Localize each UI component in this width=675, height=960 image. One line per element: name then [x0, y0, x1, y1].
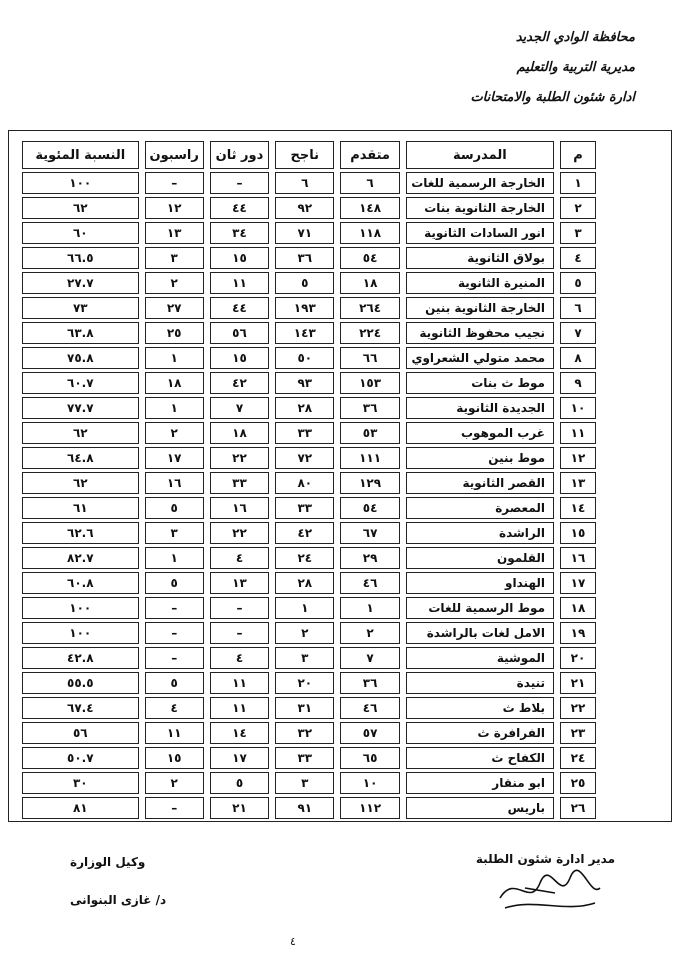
table-cell: ٥ — [145, 572, 204, 594]
table-row — [22, 172, 596, 194]
table-row — [22, 647, 596, 669]
table-cell: ١٥ — [145, 747, 204, 769]
school-name-cell: الخارجة الرسمية للغات — [406, 172, 554, 194]
table-row — [22, 697, 596, 719]
table-cell: ٧٥.٨ — [22, 347, 139, 369]
table-cell: ٣٦ — [340, 397, 399, 419]
table-cell: ٣٣ — [275, 497, 334, 519]
table-header-row — [22, 141, 596, 169]
school-name-cell: موط بنين — [406, 447, 554, 469]
table-cell: ٢٢٤ — [340, 322, 399, 344]
table-row — [22, 372, 596, 394]
table-cell: ٦٤.٨ — [22, 447, 139, 469]
school-name-cell: باريس — [406, 797, 554, 819]
table-cell: ٥ — [210, 772, 269, 794]
table-cell: ٩٢ — [275, 197, 334, 219]
table-cell: ١٢ — [560, 447, 596, 469]
table-row — [22, 472, 596, 494]
table-cell: ١ — [145, 347, 204, 369]
table-cell: – — [145, 622, 204, 644]
table-row — [22, 597, 596, 619]
school-name-cell: الفرافرة ث — [406, 722, 554, 744]
table-cell: ٦٥ — [340, 747, 399, 769]
table-cell: ١٤ — [210, 722, 269, 744]
table-cell: ٣٤ — [210, 222, 269, 244]
table-cell: ٢١ — [210, 797, 269, 819]
page-number: ٤ — [290, 935, 296, 948]
table-cell: ٢٢ — [210, 522, 269, 544]
table-row — [22, 272, 596, 294]
table-row — [22, 422, 596, 444]
school-name-cell: الكفاح ث — [406, 747, 554, 769]
table-cell: ١٨ — [560, 597, 596, 619]
table-cell: ٩٣ — [275, 372, 334, 394]
undersecretary-title: وكيل الوزارة — [70, 855, 146, 869]
table-body — [22, 172, 596, 819]
table-cell: ٦٧ — [340, 522, 399, 544]
table-cell: ١٣ — [145, 222, 204, 244]
column-header: المدرسة — [406, 141, 554, 169]
table-cell: ٧٣ — [22, 297, 139, 319]
results-table — [16, 138, 602, 822]
table-cell: ٣٦ — [340, 672, 399, 694]
table-cell: ١٢ — [145, 197, 204, 219]
table-cell: ٢٨ — [275, 397, 334, 419]
table-cell: ٦٧.٤ — [22, 697, 139, 719]
table-cell: ١٥ — [210, 247, 269, 269]
table-cell: ١٨ — [145, 372, 204, 394]
table-cell: ١٤٨ — [340, 197, 399, 219]
handwritten-signature — [495, 868, 605, 918]
table-cell: ٦٢.٦ — [22, 522, 139, 544]
school-name-cell: المنيرة الثانوية — [406, 272, 554, 294]
table-cell: ١٧ — [145, 447, 204, 469]
table-cell: ٣٦ — [275, 247, 334, 269]
table-cell: ٩١ — [275, 797, 334, 819]
table-cell: ٣ — [145, 247, 204, 269]
table-cell: ٦٠.٨ — [22, 572, 139, 594]
table-cell: ٨٢.٧ — [22, 547, 139, 569]
undersecretary-name: د/ غازى البنوانى — [70, 893, 167, 907]
table-cell: ١٦ — [210, 497, 269, 519]
school-name-cell: الخارجة الثانوية بنين — [406, 297, 554, 319]
table-cell: ٣٣ — [275, 422, 334, 444]
table-cell: ٢٦ — [560, 797, 596, 819]
school-name-cell: انور السادات الثانوية — [406, 222, 554, 244]
table-row — [22, 622, 596, 644]
table-cell: ٥ — [145, 497, 204, 519]
table-cell: ٦٣.٨ — [22, 322, 139, 344]
table-cell: ٢٧ — [145, 297, 204, 319]
table-cell: ٧١ — [275, 222, 334, 244]
table-cell: ١ — [340, 597, 399, 619]
table-cell: ١١٨ — [340, 222, 399, 244]
table-cell: ٣ — [145, 522, 204, 544]
column-header: متقدم — [340, 141, 399, 169]
table-cell: ٧٢ — [275, 447, 334, 469]
table-cell: ٥٤ — [340, 247, 399, 269]
table-cell: ٢٧.٧ — [22, 272, 139, 294]
governorate-title: محافظة الوادي الجديد — [515, 30, 635, 45]
school-name-cell: المعصرة — [406, 497, 554, 519]
column-header: النسبة المئوية — [22, 141, 139, 169]
table-cell: – — [210, 172, 269, 194]
table-cell: ١٥ — [560, 522, 596, 544]
table-cell: ٢١ — [560, 672, 596, 694]
table-cell: ٣ — [275, 647, 334, 669]
table-cell: ٦٠ — [22, 222, 139, 244]
table-cell: ١٥٣ — [340, 372, 399, 394]
table-cell: ٦٢ — [22, 422, 139, 444]
table-cell: ٢٣ — [560, 722, 596, 744]
column-header: راسبون — [145, 141, 204, 169]
table-cell: ٦٦.٥ — [22, 247, 139, 269]
table-cell: ١١٢ — [340, 797, 399, 819]
school-name-cell: الموشية — [406, 647, 554, 669]
student-affairs-manager-title: مدير ادارة شئون الطلبة — [475, 852, 615, 866]
table-cell: ٢٤ — [560, 747, 596, 769]
table-cell: ٣٢ — [275, 722, 334, 744]
table-cell: ١١ — [560, 422, 596, 444]
table-cell: ٢٢ — [560, 697, 596, 719]
table-cell: ١٠ — [340, 772, 399, 794]
directorate-title: مديرية التربية والتعليم — [516, 60, 635, 75]
table-cell: ٢ — [145, 772, 204, 794]
table-cell: ٢٢ — [210, 447, 269, 469]
table-cell: ٥٠ — [275, 347, 334, 369]
table-cell: ٨٠ — [275, 472, 334, 494]
table-cell: ٤٤ — [210, 197, 269, 219]
table-cell: ٤٢.٨ — [22, 647, 139, 669]
table-cell: ٣ — [560, 222, 596, 244]
table-cell: ٧ — [210, 397, 269, 419]
table-row — [22, 797, 596, 819]
table-cell: ٦٦ — [340, 347, 399, 369]
table-cell: ٦٠.٧ — [22, 372, 139, 394]
table-row — [22, 397, 596, 419]
table-cell: ٤٦ — [340, 572, 399, 594]
school-name-cell: بولاق الثانوية — [406, 247, 554, 269]
table-cell: ٥ — [560, 272, 596, 294]
table-cell: ٥٧ — [340, 722, 399, 744]
table-row — [22, 322, 596, 344]
table-cell: ٢ — [560, 197, 596, 219]
table-cell: ١٩ — [560, 622, 596, 644]
table-cell: ١ — [560, 172, 596, 194]
table-cell: ١٨ — [340, 272, 399, 294]
table-cell: ١٠ — [560, 397, 596, 419]
table-cell: ٦٢ — [22, 472, 139, 494]
table-cell: ٦ — [340, 172, 399, 194]
department-title: ادارة شئون الطلبة والامتحانات — [470, 90, 635, 105]
table-cell: ٢٥ — [560, 772, 596, 794]
table-cell: ٥٣ — [340, 422, 399, 444]
table-cell: ٦٢ — [22, 197, 139, 219]
table-cell: ٤ — [560, 247, 596, 269]
table-cell: – — [145, 647, 204, 669]
table-cell: ١١ — [210, 697, 269, 719]
table-cell: ٣٣ — [275, 747, 334, 769]
table-cell: ١٤ — [560, 497, 596, 519]
table-cell: ٥٠.٧ — [22, 747, 139, 769]
table-row — [22, 347, 596, 369]
table-cell: ١٦ — [560, 547, 596, 569]
table-cell: ١٤٣ — [275, 322, 334, 344]
table-cell: ٨ — [560, 347, 596, 369]
table-cell: ٣٠ — [22, 772, 139, 794]
table-cell: ١٠٠ — [22, 622, 139, 644]
table-cell: ١٣ — [560, 472, 596, 494]
school-name-cell: الهنداو — [406, 572, 554, 594]
table-cell: – — [210, 622, 269, 644]
column-header: ناجح — [275, 141, 334, 169]
column-header: م — [560, 141, 596, 169]
table-row — [22, 522, 596, 544]
school-name-cell: موط الرسمية للغات — [406, 597, 554, 619]
table-cell: ٣ — [275, 772, 334, 794]
table-cell: ٢٤ — [275, 547, 334, 569]
table-cell: ٢٥ — [145, 322, 204, 344]
table-cell: ١٩٣ — [275, 297, 334, 319]
table-cell: ٢ — [145, 422, 204, 444]
table-cell: ٥ — [275, 272, 334, 294]
table-cell: ١ — [145, 397, 204, 419]
table-cell: ٦ — [560, 297, 596, 319]
table-row — [22, 197, 596, 219]
table-cell: ٥٥.٥ — [22, 672, 139, 694]
table-row — [22, 497, 596, 519]
table-row — [22, 547, 596, 569]
table-cell: ١١ — [210, 272, 269, 294]
school-name-cell: تنيدة — [406, 672, 554, 694]
table-cell: ٢٨ — [275, 572, 334, 594]
table-row — [22, 572, 596, 594]
table-cell: ٤٦ — [340, 697, 399, 719]
table-cell: ٥ — [145, 672, 204, 694]
table-cell: ١٢٩ — [340, 472, 399, 494]
table-cell: ٢ — [275, 622, 334, 644]
table-cell: ١١١ — [340, 447, 399, 469]
table-row — [22, 297, 596, 319]
school-name-cell: الامل لغات بالراشدة — [406, 622, 554, 644]
table-cell: ٨١ — [22, 797, 139, 819]
table-cell: ٢٩ — [340, 547, 399, 569]
school-name-cell: غرب الموهوب — [406, 422, 554, 444]
table-cell: – — [210, 597, 269, 619]
column-header: دور ثان — [210, 141, 269, 169]
school-name-cell: القلمون — [406, 547, 554, 569]
school-name-cell: الجديدة الثانوية — [406, 397, 554, 419]
table-cell: ٤ — [145, 697, 204, 719]
table-cell: ٢٠ — [275, 672, 334, 694]
table-cell: ٧ — [340, 647, 399, 669]
table-row — [22, 447, 596, 469]
table-cell: ٧٧.٧ — [22, 397, 139, 419]
table-row — [22, 772, 596, 794]
table-cell: – — [145, 797, 204, 819]
school-name-cell: موط ث بنات — [406, 372, 554, 394]
school-name-cell: الراشدة — [406, 522, 554, 544]
table-cell: ١٦ — [145, 472, 204, 494]
table-cell: ١١ — [210, 672, 269, 694]
school-name-cell: بلاط ث — [406, 697, 554, 719]
table-cell: ٧ — [560, 322, 596, 344]
table-cell: ١ — [275, 597, 334, 619]
table-cell: ٥٦ — [210, 322, 269, 344]
table-cell: ٦ — [275, 172, 334, 194]
table-cell: ٣٣ — [210, 472, 269, 494]
table-cell: ٤٢ — [275, 522, 334, 544]
table-cell: ٤ — [210, 647, 269, 669]
table-cell: ٤٢ — [210, 372, 269, 394]
table-cell: ١١ — [145, 722, 204, 744]
table-row — [22, 747, 596, 769]
school-name-cell: ابو منقار — [406, 772, 554, 794]
table-row — [22, 722, 596, 744]
table-cell: ١٠٠ — [22, 172, 139, 194]
table-row — [22, 672, 596, 694]
table-cell: ١٥ — [210, 347, 269, 369]
table-cell: ٢ — [145, 272, 204, 294]
table-cell: ١ — [145, 547, 204, 569]
table-cell: – — [145, 172, 204, 194]
table-cell: ١٨ — [210, 422, 269, 444]
table-row — [22, 247, 596, 269]
table-cell: ١٧ — [560, 572, 596, 594]
table-cell: ٢٠ — [560, 647, 596, 669]
table-cell: ٥٦ — [22, 722, 139, 744]
table-cell: – — [145, 597, 204, 619]
table-cell: ٢ — [340, 622, 399, 644]
table-cell: ٤٤ — [210, 297, 269, 319]
table-row — [22, 222, 596, 244]
table-cell: ٤ — [210, 547, 269, 569]
school-name-cell: نجيب محفوظ الثانوية — [406, 322, 554, 344]
table-cell: ١٣ — [210, 572, 269, 594]
table-cell: ٥٤ — [340, 497, 399, 519]
table-cell: ٣١ — [275, 697, 334, 719]
table-cell: ١٧ — [210, 747, 269, 769]
school-name-cell: محمد متولي الشعراوي — [406, 347, 554, 369]
table-cell: ٦١ — [22, 497, 139, 519]
table-cell: ٩ — [560, 372, 596, 394]
school-name-cell: القصر الثانوية — [406, 472, 554, 494]
school-name-cell: الخارجة الثانوية بنات — [406, 197, 554, 219]
table-cell: ١٠٠ — [22, 597, 139, 619]
table-cell: ٢٦٤ — [340, 297, 399, 319]
